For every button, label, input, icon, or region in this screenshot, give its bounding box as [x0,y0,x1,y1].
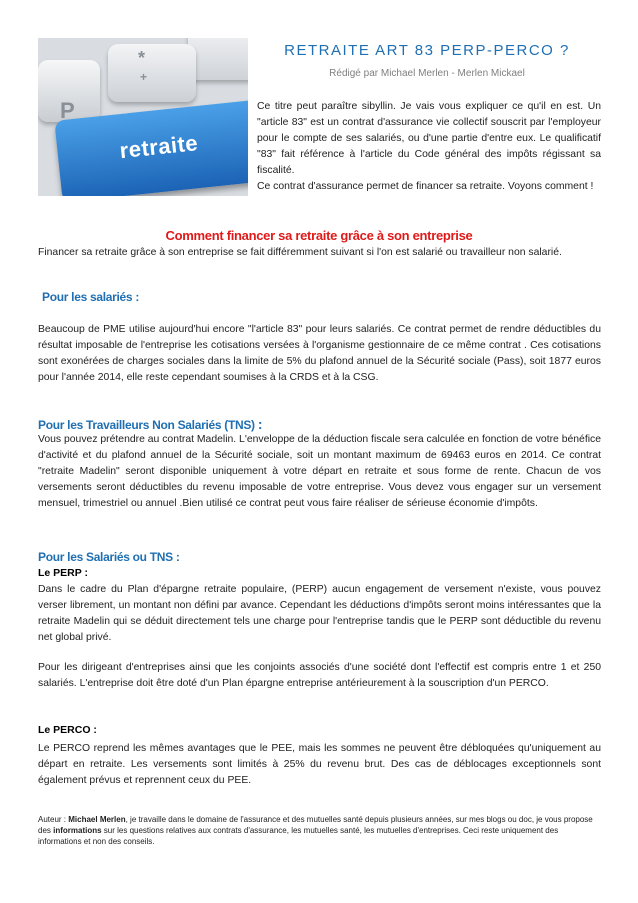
tns-heading [38,416,262,432]
author-name: Michael Merlen [68,815,126,824]
keyboard-key-p [38,60,100,122]
keyboard-key-star [108,44,196,102]
document-title: RETRAITE ART 83 PERP-PERCO ? [284,42,570,59]
author-bold-word: informations [53,826,102,835]
paragraph: Dans le cadre du Plan d'épargne retraite populaire, (PERP) aucun engagement de versement n'existe, vous pouvez verser librement, un montant non défini par avance. Cependant les déductions d'impôts seront moins intéressantes que la retraite Madelin qui se déduit directement tels une charge pour l'entreprise tandis que le PERP sont déductible du revenu net global privé. [38,584,601,643]
author-prefix: Auteur : [38,815,69,824]
author-suffix: sur les questions relatives aux contrats d'assurance, les mutuelles santé, les mutuelles d'entreprises. Ceci reste uniquement des informations et non des conseils. [38,826,559,846]
perco-heading: Le PERCO : [38,724,97,736]
main-section-text [38,245,601,261]
paragraph: Financer sa retraite grâce à son entreprise se fait différemment suivant si l'on est salarié ou travailleur non salarié. [38,247,562,258]
tns-heading-colon: : [257,416,263,432]
main-section-heading: Comment financer sa retraite grâce à son entreprise [165,228,473,243]
key-glyph: + [140,70,148,84]
tns-heading-text: Pour les Travailleurs Non Salariés (TNS) [38,418,255,432]
tns-text [38,432,601,512]
dirigeants-text [38,660,601,692]
author-middle: , je travaille dans le domaine de l'assurance et des mutuelles santé depuis plusieurs années, sur mes blogs ou doc, je vous propose des [38,815,593,835]
salaries-tns-heading: Pour les Salariés ou TNS : [38,550,180,564]
perp-text [38,582,601,646]
intro-block [257,99,601,195]
intro-paragraph: Ce titre peut paraître sibyllin. Je vais vous expliquer ce qu'il en est. Un "article 83" est un contrat d'assurance vie collectif souscrit par l'employeur pour le compte de ses salariés, ou d'une partie d'entre eux. Le qualificatif "83" fait référence à l'article du Code général des impôts régissant sa fiscalité. [257,101,601,176]
retraite-key-label: retraite [118,130,200,164]
keyboard-retraite-image [38,38,248,196]
paragraph: Vous pouvez prétendre au contrat Madelin. L'enveloppe de la déduction fiscale sera calculée en fonction de votre bénéfice d'activité et du plafond annuel de la Sécurité sociale, soit un montant maximum de 69463 euros en 2014. Ce contrat "retraite Madelin" seront disponible uniquement à votre départ en retraite et sous forme de rente. Chacun de vos versements seront déductibles du revenu imposable de votre entreprise. Vous devez vous engager sur un versement mensuel, trimestriel ou annuel .Bien utilisé ce contrat peut vous faire réaliser de sérieuse économie d'impôts. [38,434,601,509]
salaries-text [38,322,601,386]
perp-heading: Le PERP : [38,567,88,579]
author-note [38,814,601,847]
key-glyph: * [138,48,146,68]
salaries-heading: Pour les salariés : [42,290,140,304]
intro-paragraph: Ce contrat d'assurance permet de financer sa retraite. Voyons comment ! [257,181,594,192]
perco-text [38,741,601,789]
paragraph: Pour les dirigeant d'entreprises ainsi que les conjoints associés d'une société dont l'effectif est compris entre 1 et 250 salariés. L'entreprise doit être doté d'un Plan épargne entreprise antérieurement à la souscription d'un PERCO. [38,662,601,689]
key-glyph: P [60,98,75,123]
paragraph: Le PERCO reprend les mêmes avantages que le PEE, mais les sommes ne peuvent être débloquées qu'uniquement au départ en retraite. Les versements sont limités à 25% du revenu brut. Des cas de déblocages exceptionnels sont également prévus et reprennent ceux du PEE. [38,743,601,786]
paragraph: Beaucoup de PME utilise aujourd'hui encore "l'article 83" pour leurs salariés. Ce contrat permet de rendre déductibles du résultat imposable de l'entreprise les cotisations versées à l'organisme gestionnaire de ce même contrat . Ces cotisations sont exonérées de charges sociales dans la limite de 5% du plafond annuel de la Sécurité sociale (Pass), soit 1877 euros pour l'année 2014, elle reste cependant soumises à la CRDS et à la CSG. [38,324,601,383]
keyboard-key [188,38,248,80]
document-byline: Rédigé par Michael Merlen - Merlen Mickael [329,68,525,79]
